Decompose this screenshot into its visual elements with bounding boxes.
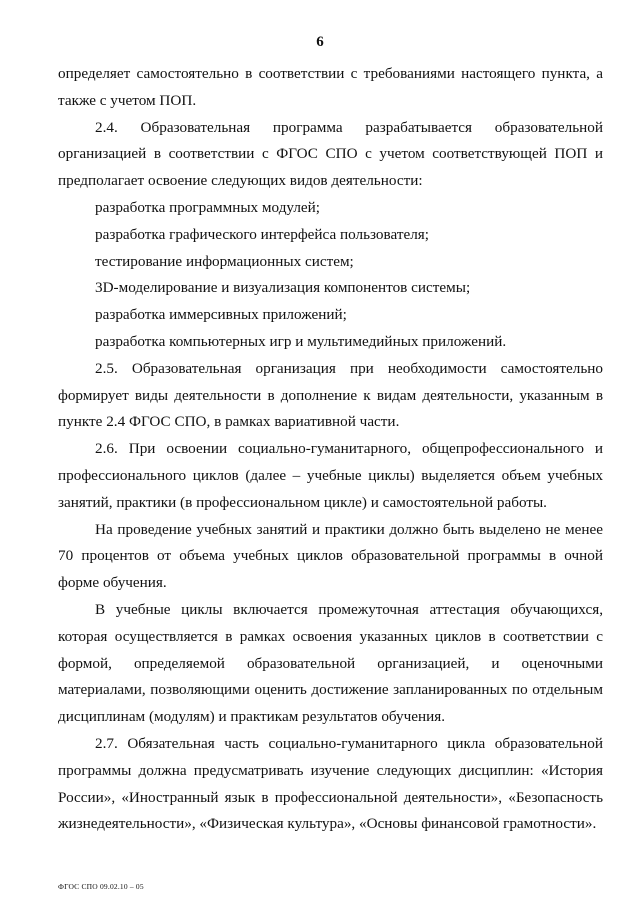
paragraph-2-6: 2.6. При освоении социально-гуманитарного, общепрофессионального и профессионального циклов (далее – учебные циклы) выделяется объем учебных занятий, практики (в профессиональном цикле) и самостоятельной работы. <box>58 440 603 511</box>
document-footer: ФГОС СПО 09.02.10 – 05 <box>58 882 144 891</box>
list-item: 3D-моделирование и визуализация компонентов системы; <box>95 279 471 297</box>
list-item: разработка графического интерфейса пользователя; <box>95 225 429 243</box>
list-item: тестирование информационных систем; <box>95 252 354 270</box>
paragraph-2-5: 2.5. Образовательная организация при необходимости самостоятельно формирует виды деятельности в дополнение к видам деятельности, указанным в пункте 2.4 ФГОС СПО, в рамках вариативной части. <box>58 359 603 431</box>
page-number: 6 <box>316 34 324 50</box>
document-body <box>58 61 603 838</box>
list-item: разработка программных модулей; <box>95 198 321 216</box>
activity-list <box>58 195 603 356</box>
paragraph-continuation: определяет самостоятельно в соответствии с требованиями настоящего пункта, а также с учетом ПОП. <box>58 65 603 109</box>
list-item: разработка иммерсивных приложений; <box>95 306 347 324</box>
paragraph-attestation: В учебные циклы включается промежуточная аттестация обучающихся, которая осуществляется в рамках освоения указанных циклов в соответствии с формой, определяемой образовательной организацией, и оценочными материалами, позволяющими оценить достижение запланированных по отдельным дисциплинам (модулям) и практикам результатов обучения. <box>58 600 603 726</box>
list-item: разработка компьютерных игр и мультимедийных приложений. <box>95 332 507 350</box>
paragraph-2-4: 2.4. Образовательная программа разрабатывается образовательной организацией в соответствии с ФГОС СПО с учетом соответствующей ПОП и предполагает освоение следующих видов деятельности: <box>58 118 603 190</box>
paragraph-2-7: 2.7. Обязательная часть социально-гуманитарного цикла образовательной программы должна предусматривать изучение следующих дисциплин: «История России», «Иностранный язык в профессиональной деятельности», «Безопасность жизнедеятельности», «Физическая культура», «Основы финансовой грамотности». <box>58 734 603 833</box>
paragraph-practice-share: На проведение учебных занятий и практики должно быть выделено не менее 70 процентов от объема учебных циклов образовательной программы в очной форме обучения. <box>58 520 603 592</box>
